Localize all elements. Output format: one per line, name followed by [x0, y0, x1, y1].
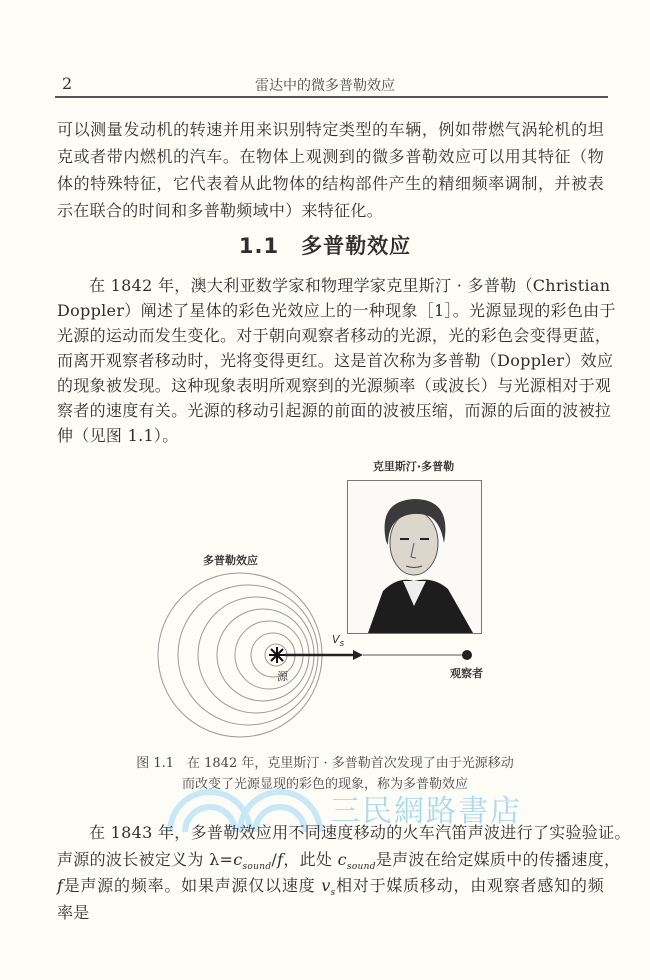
header-rule — [55, 96, 608, 98]
velocity-subscript: s — [339, 639, 345, 650]
running-title: 雷达中的微多普勒效应 — [255, 78, 395, 94]
velocity-label — [332, 633, 344, 649]
text-line: 光源的运动而发生变化。对于朝向观察者移动的光源，光的彩色会变得更蓝， — [57, 326, 612, 345]
text-line: Doppler）阐述了星体的彩色光效应上的一种现象［1］。光源显现的彩色由于 — [57, 301, 616, 320]
text-line: 可以测量发动机的转速并用来识别特定类型的车辆，例如带燃气涡轮机的坦 — [57, 120, 604, 139]
text-line: 率是 — [57, 903, 90, 922]
text-span: 声源的波长被定义为 λ= — [57, 850, 234, 869]
text-span: / — [271, 850, 278, 869]
text-line: 而离开观察者移动时，光将变得更红。这是首次称为多普勒（Doppler）效应 — [57, 351, 614, 370]
math-v: v — [321, 876, 331, 895]
text-span: 是声源的频率。如果声源仅以速度 — [63, 876, 322, 895]
observer-label: 观察者 — [450, 667, 483, 680]
text-line: 在 1843 年，多普勒效应用不同速度移动的火车汽笛声波进行了实验验证。 — [89, 823, 631, 842]
text-line: 察者的速度有关。光源的移动引起源的前面的波被压缩，而源的后面的波被拉 — [57, 401, 612, 420]
text-span: 相对于媒质移动，由观察者感知的频 — [335, 876, 604, 895]
page-number: 2 — [62, 74, 73, 93]
math-c: c — [337, 850, 347, 869]
observer-dot-icon — [462, 650, 472, 660]
figure-caption-line: 而改变了光源显现的彩色的现象，称为多普勒效应 — [181, 777, 468, 792]
math-c: c — [233, 850, 243, 869]
watermark-text: 三民網路書店 — [330, 794, 522, 829]
math-f: f — [277, 850, 284, 869]
section-heading — [0, 230, 650, 260]
text-line — [57, 850, 621, 877]
text-line: 伸（见图 1.1）。 — [57, 426, 179, 445]
text-line — [57, 876, 604, 903]
arrow-head-icon — [353, 650, 363, 660]
math-sub: s — [330, 888, 336, 899]
math-f: f — [57, 876, 64, 895]
figure-caption-line: 图 1.1 在 1842 年，克里斯汀 · 多普勒首次发现了由于光源移动 — [136, 756, 514, 771]
text-line: 的现象被发现。这种现象表明所观察到的光源频率（或波长）与光源相对于观 — [57, 376, 612, 395]
math-sub: sound — [346, 862, 376, 873]
velocity-symbol: V — [332, 633, 340, 646]
section-number: 1.1 — [238, 234, 280, 258]
diagram-label: 多普勒效应 — [203, 554, 258, 567]
math-sub: sound — [242, 862, 272, 873]
source-label: 源 — [277, 670, 288, 683]
doppler-diagram — [150, 560, 490, 750]
text-line: 体的特殊特征，它代表着从此物体的结构部件产生的精细频率调制，并被表 — [57, 174, 604, 193]
section-title: 多普勒效应 — [301, 234, 412, 258]
text-line: 在 1842 年，澳大利亚数学家和物理学家克里斯汀 · 多普勒（Christian — [89, 276, 611, 295]
text-span: 是声波在给定媒质中的传播速度， — [375, 850, 621, 869]
text-line: 示在联合的时间和多普勒频域中）来特征化。 — [57, 201, 384, 220]
text-line: 克或者带内燃机的汽车。在物体上观测到的微多普勒效应可以用其特征（物 — [57, 147, 604, 166]
portrait-label: 克里斯汀·多普勒 — [372, 460, 455, 473]
source-star-icon — [269, 647, 285, 663]
text-span: ，此处 — [283, 850, 338, 869]
